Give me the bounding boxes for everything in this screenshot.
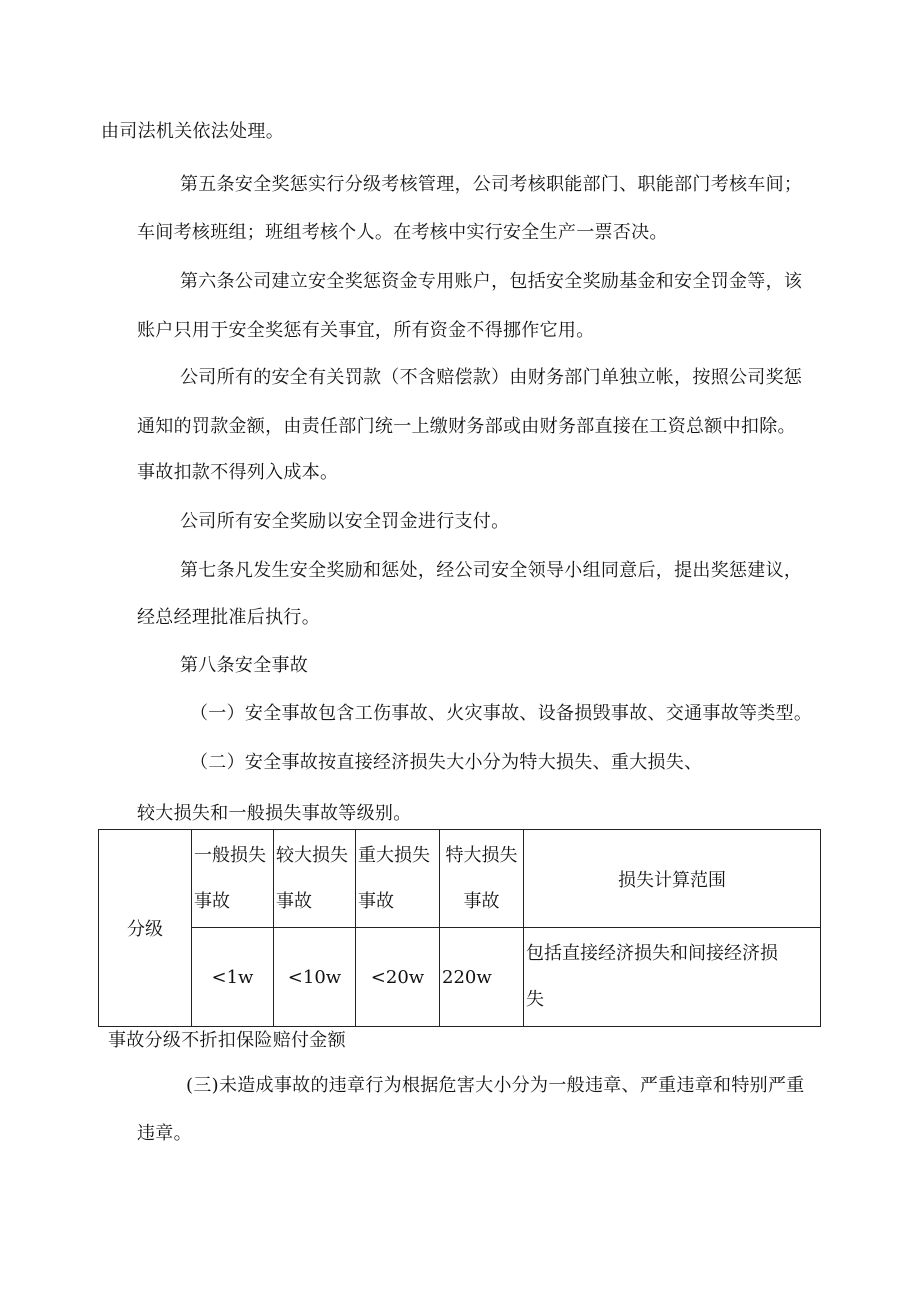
row-header-cell: 分级: [99, 830, 192, 1027]
paragraph-line: 较大损失和一般损失事故等级别。: [137, 803, 412, 824]
value-cell: <10w: [274, 928, 356, 1027]
paragraph-line: 第七条凡发生安全奖励和惩处，经公司安全领导小组同意后，提出奖惩建议，: [180, 560, 803, 581]
paragraph-line: 事故扣款不得列入成本。: [137, 462, 339, 483]
accident-classification-table: [98, 829, 821, 1027]
paragraph-line: 第六条公司建立安全奖惩资金专用账户，包括安全奖励基金和安全罚金等，该: [180, 271, 803, 292]
table-note: 事故分级不折扣保险赔付金额: [108, 1030, 346, 1051]
paragraph-line: 车间考核班组；班组考核个人。在考核中实行安全生产一票否决。: [137, 222, 668, 243]
header-cell: 重大损失事故: [356, 830, 440, 928]
paragraph-line: 通知的罚款金额，由责任部门统一上缴财务部或由财务部直接在工资总额中扣除。: [137, 416, 796, 437]
value-cell: 包括直接经济损失和间接经济损失: [524, 928, 821, 1027]
header-cell: 一般损失事故: [192, 830, 274, 928]
value-cell: 220w: [440, 928, 524, 1027]
paragraph-line: 账户只用于安全奖惩有关事宜，所有资金不得挪作它用。: [137, 320, 595, 341]
value-cell: <20w: [356, 928, 440, 1027]
paragraph-line: (三)未造成事故的违章行为根据危害大小分为一般违章、严重违章和特别严重: [186, 1075, 805, 1096]
header-cell: 较大损失事故: [274, 830, 356, 928]
header-cell: 特大损失事故: [440, 830, 524, 928]
paragraph-line: （一）安全事故包含工伤事故、火灾事故、设备损毁事故、交通事故等类型。: [190, 703, 813, 724]
paragraph-line: 公司所有安全奖励以安全罚金进行支付。: [180, 511, 510, 532]
paragraph-line: 违章。: [137, 1123, 192, 1144]
paragraph-line: 由司法机关依法处理。: [101, 121, 284, 142]
paragraph-line: （二）安全事故按直接经济损失大小分为特大损失、重大损失、: [190, 752, 703, 773]
header-cell: 损失计算范围: [524, 830, 821, 928]
section-heading: 第八条安全事故: [180, 655, 309, 676]
paragraph-line: 公司所有的安全有关罚款（不含赔偿款）由财务部门单独立帐，按照公司奖惩: [180, 367, 803, 388]
paragraph-line: 经总经理批准后执行。: [137, 607, 320, 628]
paragraph-line: 第五条安全奖惩实行分级考核管理，公司考核职能部门、职能部门考核车间；: [180, 174, 803, 195]
value-cell: <1w: [192, 928, 274, 1027]
